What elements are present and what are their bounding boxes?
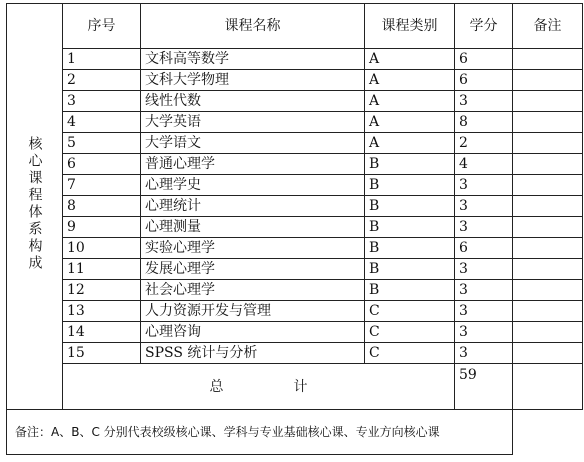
header-category: 课程类别 [365, 4, 455, 49]
cell-index: 12 [63, 280, 141, 301]
cell-remark [513, 154, 583, 175]
table-row [7, 154, 583, 175]
cell-index: 3 [63, 91, 141, 112]
cell-credits: 3 [455, 280, 513, 301]
side-label-cell [7, 4, 63, 410]
cell-category: C [365, 322, 455, 343]
total-row [7, 364, 583, 410]
cell-remark [513, 238, 583, 259]
cell-category: B [365, 238, 455, 259]
total-label-cell [63, 364, 455, 410]
cell-index: 8 [63, 196, 141, 217]
cell-course-name: 文科大学物理 [141, 70, 365, 91]
table-row [7, 70, 583, 91]
header-remark: 备注 [513, 4, 583, 49]
cell-credits: 6 [455, 70, 513, 91]
cell-category: A [365, 49, 455, 70]
cell-remark [513, 112, 583, 133]
cell-credits: 3 [455, 343, 513, 364]
cell-credits: 3 [455, 175, 513, 196]
cell-remark [513, 301, 583, 322]
total-credits: 59 [455, 364, 513, 410]
total-label-right: 计 [293, 378, 308, 395]
table-row [7, 322, 583, 343]
cell-course-name: SPSS 统计与分析 [141, 343, 365, 364]
cell-remark [513, 175, 583, 196]
cell-course-name: 心理测量 [141, 217, 365, 238]
table-row [7, 133, 583, 154]
cell-remark [513, 343, 583, 364]
table-row [7, 280, 583, 301]
cell-credits: 3 [455, 196, 513, 217]
cell-category: A [365, 133, 455, 154]
cell-index: 15 [63, 343, 141, 364]
cell-course-name: 发展心理学 [141, 259, 365, 280]
cell-course-name: 文科高等数学 [141, 49, 365, 70]
cell-category: B [365, 196, 455, 217]
table-row [7, 301, 583, 322]
cell-index: 11 [63, 259, 141, 280]
cell-category: A [365, 112, 455, 133]
header-row [7, 4, 583, 49]
cell-course-name: 心理统计 [141, 196, 365, 217]
cell-category: B [365, 280, 455, 301]
cell-credits: 6 [455, 49, 513, 70]
cell-credits: 4 [455, 154, 513, 175]
cell-category: A [365, 91, 455, 112]
table-row [7, 238, 583, 259]
header-name: 课程名称 [141, 4, 365, 49]
table-row [7, 196, 583, 217]
cell-remark [513, 196, 583, 217]
cell-remark [513, 49, 583, 70]
cell-course-name: 社会心理学 [141, 280, 365, 301]
total-label-left: 总 [209, 378, 224, 395]
cell-category: C [365, 343, 455, 364]
cell-index: 13 [63, 301, 141, 322]
cell-remark [513, 280, 583, 301]
total-remark [513, 364, 583, 410]
cell-credits: 3 [455, 259, 513, 280]
table-row [7, 91, 583, 112]
cell-index: 4 [63, 112, 141, 133]
cell-course-name: 实验心理学 [141, 238, 365, 259]
cell-remark [513, 133, 583, 154]
note-row [7, 410, 583, 455]
cell-category: C [365, 301, 455, 322]
cell-category: B [365, 175, 455, 196]
table-row [7, 49, 583, 70]
cell-remark [513, 217, 583, 238]
cell-remark [513, 70, 583, 91]
cell-credits: 6 [455, 238, 513, 259]
cell-index: 7 [63, 175, 141, 196]
cell-course-name: 人力资源开发与管理 [141, 301, 365, 322]
table-row [7, 259, 583, 280]
cell-category: B [365, 217, 455, 238]
table-row [7, 217, 583, 238]
cell-credits: 3 [455, 301, 513, 322]
cell-credits: 2 [455, 133, 513, 154]
cell-credits: 8 [455, 112, 513, 133]
cell-course-name: 线性代数 [141, 91, 365, 112]
cell-category: B [365, 259, 455, 280]
header-credits: 学分 [455, 4, 513, 49]
cell-index: 9 [63, 217, 141, 238]
table-row [7, 175, 583, 196]
cell-remark [513, 259, 583, 280]
cell-course-name: 心理学史 [141, 175, 365, 196]
curriculum-sheet [6, 3, 582, 459]
cell-index: 2 [63, 70, 141, 91]
cell-remark [513, 322, 583, 343]
cell-index: 1 [63, 49, 141, 70]
side-label: 核心课程体系构成 [26, 136, 43, 272]
cell-course-name: 大学英语 [141, 112, 365, 133]
header-index: 序号 [63, 4, 141, 49]
cell-credits: 3 [455, 217, 513, 238]
cell-category: B [365, 154, 455, 175]
core-course-table [6, 3, 583, 455]
table-row [7, 112, 583, 133]
cell-index: 6 [63, 154, 141, 175]
note-text: 备注：A、B、C 分别代表校级核心课、学科与专业基础核心课、专业方向核心课 [7, 410, 513, 455]
cell-course-name: 大学语文 [141, 133, 365, 154]
cell-course-name: 普通心理学 [141, 154, 365, 175]
cell-index: 14 [63, 322, 141, 343]
cell-remark [513, 91, 583, 112]
cell-index: 10 [63, 238, 141, 259]
table-row [7, 343, 583, 364]
cell-credits: 3 [455, 322, 513, 343]
cell-index: 5 [63, 133, 141, 154]
cell-course-name: 心理咨询 [141, 322, 365, 343]
cell-credits: 3 [455, 91, 513, 112]
cell-category: A [365, 70, 455, 91]
